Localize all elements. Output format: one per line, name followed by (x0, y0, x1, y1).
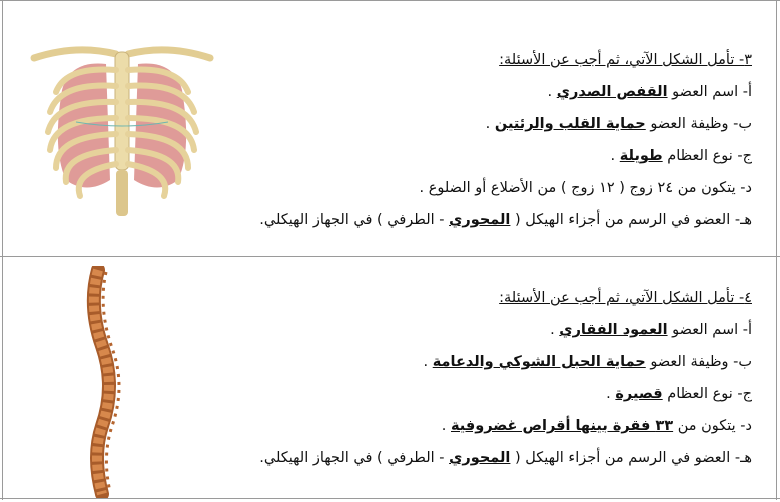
item-a-prefix: أ- اسم العضو (667, 84, 752, 100)
item-c-answer: طويلة (619, 148, 663, 164)
item-a-answer: القفص الصدري (556, 84, 668, 100)
question-3-item-c (192, 140, 752, 172)
question-4-item-e (192, 442, 752, 474)
item-b-answer: حماية القلب والرئتين (494, 116, 646, 132)
item-d-text: د- يتكون من ٢٤ زوج ( ١٢ زوج ) من الأضلاع أو الضلوع . (419, 180, 752, 196)
spine-icon (72, 266, 132, 498)
item-e-suffix: - الطرفي ) في الجهاز الهيكلي. (259, 450, 450, 466)
item-c-prefix: ج- نوع العظام (662, 148, 752, 164)
page-border-right (776, 0, 777, 500)
page-border-top (0, 0, 780, 1)
item-c-suffix: . (606, 386, 616, 402)
item-e-prefix: هـ- العضو في الرسم من أجزاء الهيكل ( (510, 212, 752, 228)
question-4-item-b (192, 346, 752, 378)
item-b-suffix: . (423, 354, 433, 370)
question-3-item-a (192, 76, 752, 108)
item-a-suffix: . (550, 322, 560, 338)
question-4 (192, 282, 752, 474)
question-3-item-b (192, 108, 752, 140)
item-b-prefix: ب- وظيفة العضو (645, 116, 752, 132)
item-a-answer: العمود الفقاري (559, 322, 668, 338)
page-border-bottom (0, 498, 780, 499)
item-b-suffix: . (485, 116, 495, 132)
item-e-suffix: - الطرفي ) في الجهاز الهيكلي. (259, 212, 450, 228)
item-c-answer: قصيرة (615, 386, 663, 402)
question-3-item-d (192, 172, 752, 204)
question-4-heading (192, 282, 752, 314)
item-a-prefix: أ- اسم العضو (667, 322, 752, 338)
item-a-suffix: . (547, 84, 557, 100)
item-e-answer: المحوري (449, 212, 511, 228)
section-divider (0, 256, 780, 257)
question-4-item-a (192, 314, 752, 346)
item-d-suffix: . (441, 418, 451, 434)
spine-figure (72, 266, 132, 498)
item-b-prefix: ب- وظيفة العضو (645, 354, 752, 370)
item-c-suffix: . (610, 148, 620, 164)
rib-cage-icon (26, 30, 218, 220)
page-border-left (2, 0, 3, 500)
item-e-prefix: هـ- العضو في الرسم من أجزاء الهيكل ( (510, 450, 752, 466)
item-d-answer: ٣٣ فقرة بينها أقراص غضروفية (451, 418, 674, 434)
rib-cage-figure (26, 30, 218, 220)
question-3-item-e (192, 204, 752, 236)
question-4-heading-text: ٤- تأمل الشكل الآتي، ثم أجب عن الأسئلة: (499, 290, 752, 306)
question-3-heading (192, 44, 752, 76)
question-4-item-d (192, 410, 752, 442)
question-4-item-c (192, 378, 752, 410)
item-d-prefix: د- يتكون من (673, 418, 752, 434)
question-3-heading-text: ٣- تأمل الشكل الآتي، ثم أجب عن الأسئلة: (499, 52, 752, 68)
item-b-answer: حماية الحبل الشوكي والدعامة (432, 354, 646, 370)
item-c-prefix: ج- نوع العظام (662, 386, 752, 402)
item-e-answer: المحوري (449, 450, 511, 466)
question-3 (192, 44, 752, 236)
